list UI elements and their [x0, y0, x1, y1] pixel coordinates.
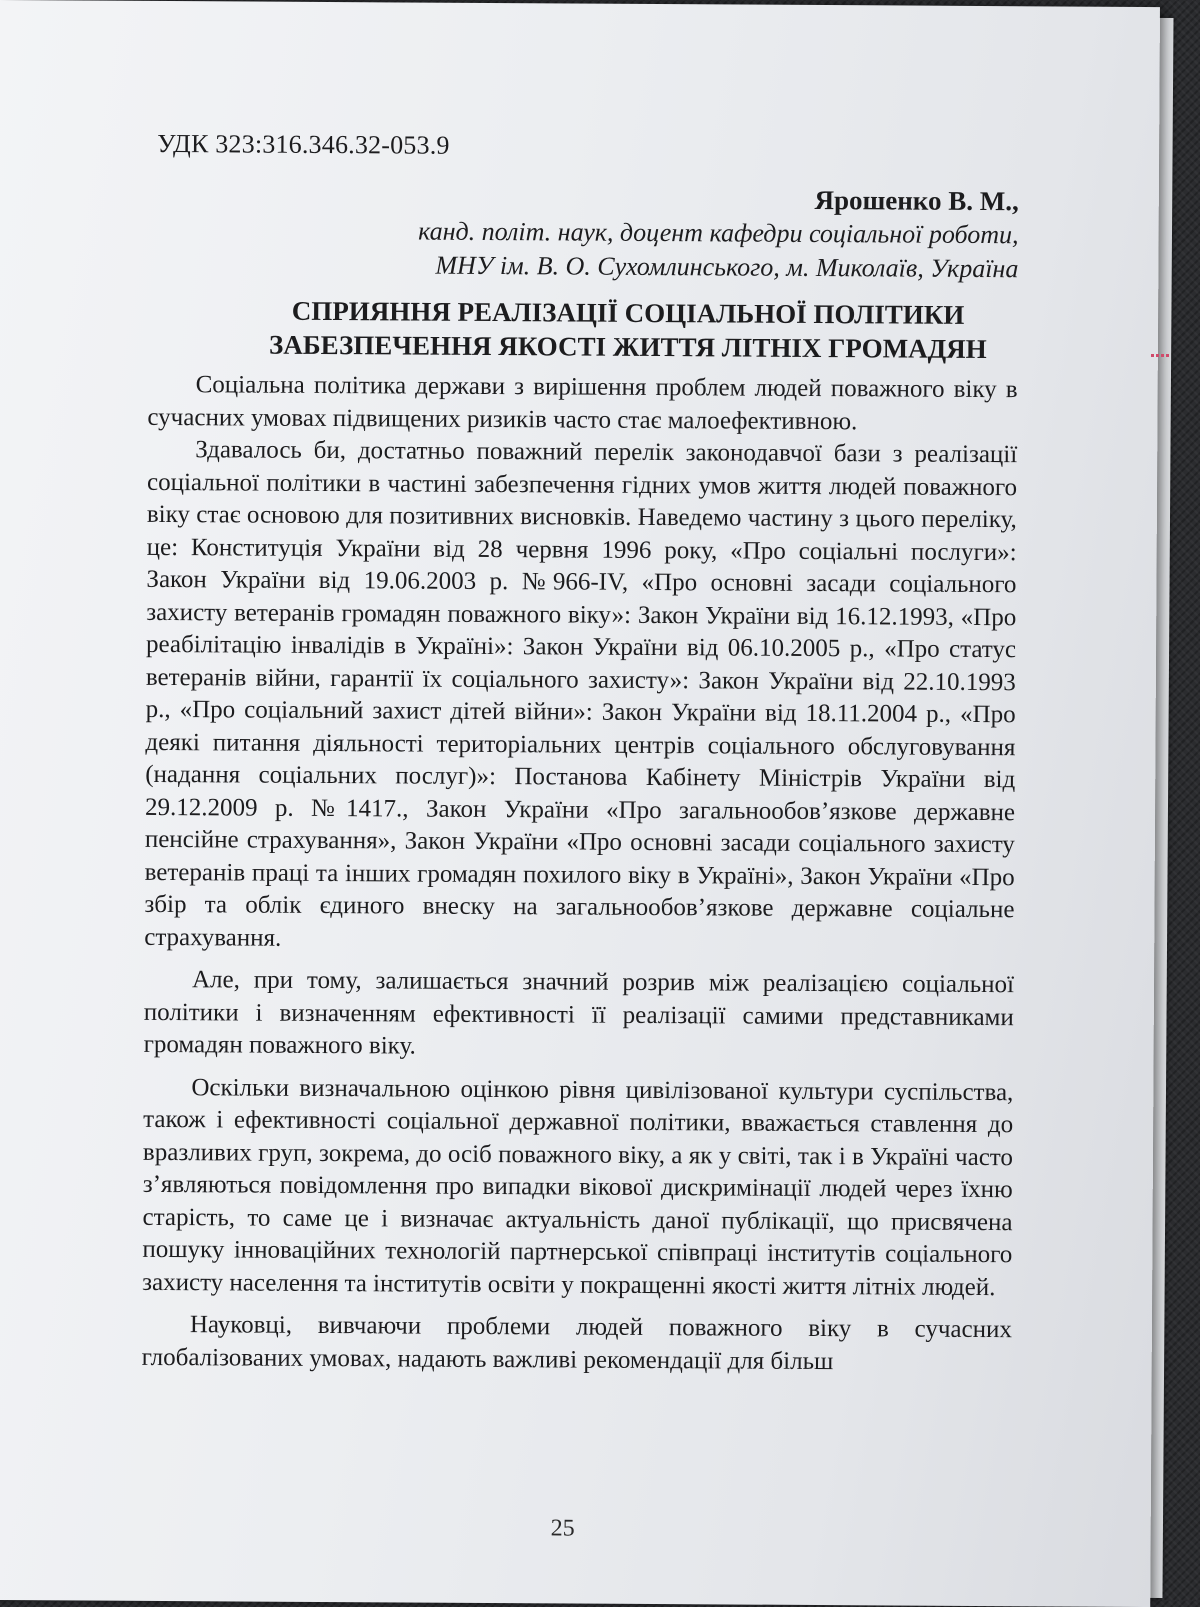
paragraph-1: Соціальна політика держави з вирішення проблем людей поважного віку в сучасних умовах підвищених ризиків часто стає малоефективною. [147, 371, 1018, 435]
paragraph-3: Але, при тому, залишається значний розрив між реалізацією соціальної політики і визначенням ефективності її реалізації самими представниками громадян поважного віку. [143, 966, 1015, 1060]
paragraph-5: Науковці, вивчаючи проблеми людей поважного віку в сучасних глобалізованих умовах, надають важливі рекомендації для більш [141, 1311, 1012, 1375]
author-block [148, 179, 1019, 286]
author-institution: МНУ ім. В. О. Сухомлинського, м. Миколаїв, Україна [435, 250, 1019, 284]
article-title [148, 293, 1018, 366]
page-content [142, 129, 1020, 1379]
page-number: 25 [550, 1515, 575, 1542]
fabric-detail [1150, 345, 1170, 359]
paragraph-4: Оскільки визначальною оцінкою рівня цивілізованої культури суспільства, також і ефективності соціальної державної політики, вважається ставлення до вразливих груп, зокрема, до осіб поважного віку, а як у світі, так і в Україні часто з’являються повідомлення про випадки вікової дискримінації людей через їхню старість, то саме це і визначає актуальність даної публікації, що присвячена пошуку інноваційних технологій партнерської співпраці інститутів соціального захисту населення та інститутів освіти у покращенні якості життя літніх людей. [142, 1073, 1014, 1301]
title-line-2: ЗАБЕЗПЕЧЕННЯ ЯКОСТІ ЖИТТЯ ЛІТНІХ ГРОМАДЯН [268, 329, 987, 365]
author-position: канд. політ. наук, доцент кафедри соціальної роботи, [418, 216, 1019, 250]
author-name: Ярошенко В. М., [814, 184, 1019, 217]
paragraph-2: Здавалось би, достатньо поважний перелік законодавчої бази з реалізації соціальної політики в частині забезпечення гідних умов життя людей поважного віку стає основою для позитивних висновків. Наведемо частину з цього переліку, це: Конституція України від 28 червня 1996 року, «Про соціальні послуги»: Закон України від 19.06.2003 р. №966-IV, «Про основні засади соціального захисту ветеранів громадян поважного віку»: Закон України від 16.12.1993, «Про реабілітацію інвалідів в Україні»: Закон України від 06.10.2005 р., «Про статус ветеранів війни, гарантії їх соціального захисту»: Закон України від 22.10.1993 р., «Про соціальний захист дітей війни»: Закон України від 18.11.2004 р., «Про деякі питання діяльності територіальних центрів соціального обслуговування (надання соціальних послуг)»: Постанова Кабінету Міністрів України від 29.12.2009 р. №1417., Закон України «Про загальнообов’язкове державне пенсійне страхування», Закон України «Про основні засади соціального захисту ветеранів праці та інших громадян похилого віку в Україні», Закон України «Про збір та облік єдиного внеску на загальнообов’язкове державне соціальне страхування. [144, 436, 1018, 952]
udc-code: УДК 323:316.346.32-053.9 [157, 128, 450, 160]
title-line-1: СПРИЯННЯ РЕАЛІЗАЦІЇ СОЦІАЛЬНОЇ ПОЛІТИКИ [291, 295, 965, 330]
